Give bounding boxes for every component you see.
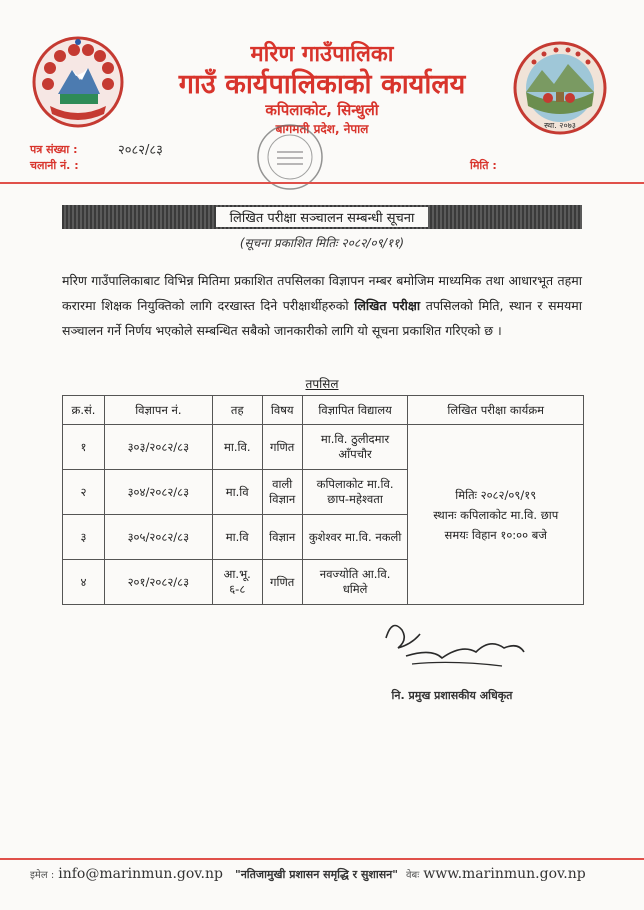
cell-level: मा.वि bbox=[212, 470, 262, 515]
cell-level: आ.भू. ६-८ bbox=[212, 560, 262, 605]
col-header-school: विज्ञापित विद्यालय bbox=[302, 396, 408, 425]
col-header-subject: विषय bbox=[262, 396, 302, 425]
exam-program-cell bbox=[408, 425, 584, 605]
ref-number-label: पत्र संख्या : bbox=[30, 143, 78, 156]
footer bbox=[30, 866, 620, 882]
logo-established-year: स्था. २०७३ bbox=[544, 121, 576, 130]
notice-title: लिखित परीक्षा सञ्चालन सम्बन्धी सूचना bbox=[216, 207, 429, 227]
notice-publish-date: (सूचना प्रकाशित मितिः २०८२/०९/११) bbox=[239, 236, 405, 250]
office-name: गाउँ कार्यपालिकाको कार्यालय bbox=[178, 69, 466, 100]
footer-divider bbox=[0, 858, 644, 860]
office-address: कपिलाकोट, सिन्धुली bbox=[265, 101, 379, 119]
notice-body bbox=[62, 268, 582, 343]
col-header-sn: क्र.सं. bbox=[63, 396, 105, 425]
col-header-ad-no: विज्ञापन नं. bbox=[104, 396, 212, 425]
signatory-title: नि. प्रमुख प्रशासकीय अधिकृत bbox=[391, 689, 513, 702]
cell-ad-no: २०१/२०८२/८३ bbox=[104, 560, 212, 605]
cell-subject: वाली विज्ञान bbox=[262, 470, 302, 515]
cell-subject: गणित bbox=[262, 560, 302, 605]
website-link[interactable]: www.marinmun.gov.np bbox=[423, 866, 586, 882]
nepal-emblem-logo bbox=[30, 34, 126, 130]
exam-date: मितिः २०८२/०९/१९ bbox=[455, 487, 537, 502]
slogan: "नतिजामुखी प्रशासन समृद्धि र सुशासन" bbox=[234, 868, 398, 881]
cell-level: मा.वि bbox=[212, 515, 262, 560]
exam-time: समयः विहान १०:०० बजे bbox=[444, 527, 547, 542]
col-header-level: तह bbox=[212, 396, 262, 425]
date-label: मिति : bbox=[470, 159, 497, 172]
municipality-name: मरिण गाउँपालिका bbox=[250, 42, 394, 67]
table-row bbox=[63, 425, 584, 470]
email-link[interactable]: info@marinmun.gov.np bbox=[58, 866, 223, 882]
notice-body-part1: मरिण गाउँपालिकाबाट विभिन्न मितिमा प्रकाशित तपसिलका विज्ञापन नम्बर बमोजिम माध्यमिक तथा आधारभूत तहमा करारमा शिक्षक नियुक्तिको लागि दरखास्त दिने परीक्षार्थीहरुको bbox=[62, 273, 582, 313]
notice-body-part2: तपसिलको मिति, स्थान र समयमा सञ्चालन गर्ने निर्णय भएकोले सम्बन्धित सबैको जानकारीको लागि यो सूचना प्रकाशित गरिएको छ । bbox=[62, 298, 582, 338]
cell-sn: २ bbox=[63, 470, 105, 515]
cell-ad-no: ३०४/२०८२/८३ bbox=[104, 470, 212, 515]
cell-school: कपिलाकोट मा.वि. छाप-महेश्वता bbox=[302, 470, 408, 515]
dispatch-number-label: चलानी नं. : bbox=[30, 159, 79, 172]
cell-ad-no: ३०५/२०८२/८३ bbox=[104, 515, 212, 560]
signature bbox=[372, 608, 532, 688]
email-label: इमेल : bbox=[30, 870, 55, 881]
cell-school: कुशेश्वर मा.वि. नकली bbox=[302, 515, 408, 560]
col-header-program: लिखित परीक्षा कार्यक्रम bbox=[408, 396, 584, 425]
ref-number-value: २०८२/८३ bbox=[118, 143, 163, 158]
exam-venue: स्थानः कपिलाकोट मा.वि. छाप bbox=[433, 507, 559, 522]
notice-title-bar bbox=[62, 205, 582, 229]
cell-level: मा.वि. bbox=[212, 425, 262, 470]
province-name: बागमती प्रदेश, नेपाल bbox=[275, 122, 369, 136]
cell-sn: ४ bbox=[63, 560, 105, 605]
table-caption: तपसिल bbox=[305, 377, 339, 391]
cell-ad-no: ३०३/२०८२/८३ bbox=[104, 425, 212, 470]
cell-subject: विज्ञान bbox=[262, 515, 302, 560]
cell-sn: ३ bbox=[63, 515, 105, 560]
cell-school: नवज्योति आ.वि. धमिले bbox=[302, 560, 408, 605]
header-divider bbox=[0, 182, 644, 184]
cell-sn: १ bbox=[63, 425, 105, 470]
notice-body-bold: लिखित परीक्षा bbox=[354, 298, 421, 313]
table-header-row bbox=[63, 396, 584, 425]
cell-subject: गणित bbox=[262, 425, 302, 470]
website-label: वेबः bbox=[406, 870, 420, 881]
exam-schedule-table bbox=[62, 395, 584, 605]
cell-school: मा.वि. ठुलीदमार आँपचौर bbox=[302, 425, 408, 470]
